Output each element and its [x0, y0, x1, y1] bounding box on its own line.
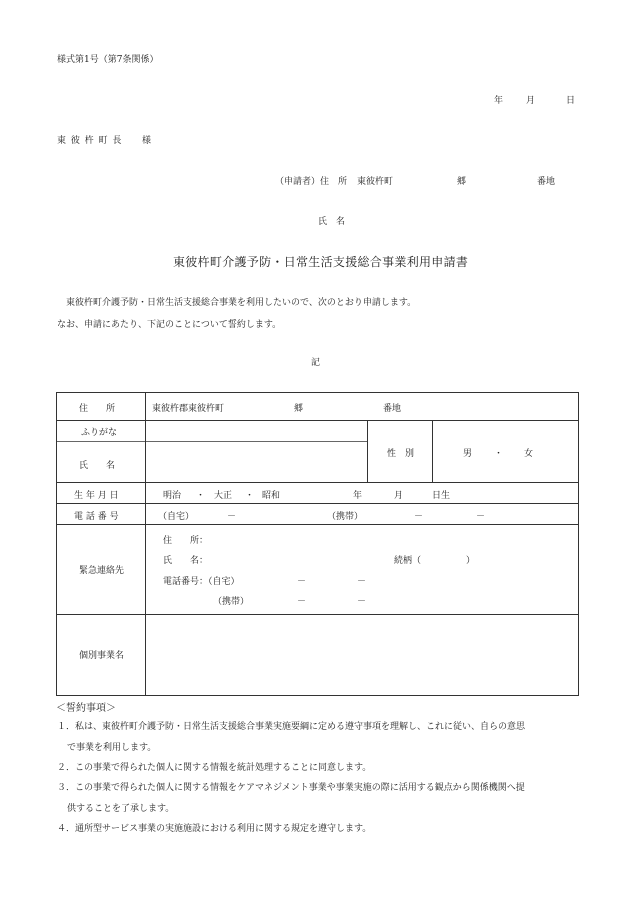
gender-label: 性 別	[387, 449, 415, 459]
table-line	[367, 420, 368, 483]
date-year: 年	[494, 96, 504, 106]
emergency-name-label: 氏 名：	[163, 556, 209, 566]
phone-home: （自宅）	[158, 512, 195, 522]
emergency-relation: 続柄（ ）	[394, 556, 476, 566]
gender-female: 女	[524, 449, 534, 459]
business-label: 個別事業名	[79, 651, 125, 661]
pledge-item-4: ４．通所型サービス事業の実施施設における利用に関する規定を遵守します。	[57, 824, 372, 834]
applicant-go: 郷	[457, 177, 467, 187]
intro-line-2: なお、申請にあたり、下記のことについて誓約します。	[57, 320, 282, 330]
phone-dash-3: －	[476, 512, 486, 522]
table-line	[56, 695, 579, 696]
pledge-item-2: ２．この事業で得られた個人に関する情報を統計処理することに同意します。	[57, 763, 372, 773]
emergency-dash-2: －	[357, 577, 367, 587]
applicant-town: 東彼杵町	[357, 177, 394, 187]
intro-line-1: 東彼杵町介護予防・日常生活支援総合事業を利用したいので、次のとおり申請します。	[66, 298, 417, 308]
birth-year: 年	[353, 491, 363, 501]
table-line	[145, 392, 146, 696]
table-line	[56, 392, 57, 696]
emergency-dash-4: －	[357, 597, 367, 607]
era-showa: 昭和	[262, 491, 281, 501]
address-label: 住 所	[79, 404, 116, 414]
address-go: 郷	[294, 404, 304, 414]
emergency-dash-3: －	[297, 597, 307, 607]
table-line	[432, 420, 433, 483]
phone-mobile: （携帯）	[327, 512, 364, 522]
form-number: 様式第1号（第7条関係）	[57, 55, 159, 65]
date-month: 月	[526, 96, 536, 106]
address-value: 東彼杵郡東彼杵町	[152, 404, 225, 414]
table-line	[56, 503, 579, 504]
era-meiji: 明治	[163, 491, 182, 501]
table-line	[56, 420, 579, 421]
pledge-item-3a: ３．この事業で得られた個人に関する情報をケアマネジメント事業や事業実施の際に活用する観点から関係機関へ提	[57, 783, 525, 793]
applicant-banchi: 番地	[537, 177, 556, 187]
pledge-item-1a: １．私は、東彼杵町介護予防・日常生活支援総合事業実施要綱に定める遵守事項を理解し、これに従い、自らの意思	[57, 722, 526, 732]
table-line	[56, 482, 579, 483]
applicant-address-label: （申請者）住 所	[275, 177, 348, 187]
pledge-heading: ＜誓約事項＞	[56, 703, 116, 714]
table-line	[56, 392, 579, 393]
furigana-label: ふりがな	[81, 428, 118, 438]
emergency-phone-home: 電話番号：（自宅）	[163, 577, 240, 587]
gender-male: 男	[463, 449, 473, 459]
applicant-name-label: 氏 名	[318, 217, 346, 227]
address-banchi: 番地	[383, 404, 402, 414]
phone-dash-1: －	[227, 512, 237, 522]
emergency-address-label: 住 所：	[163, 536, 209, 546]
emergency-dash-1: －	[297, 577, 307, 587]
page-title: 東彼杵町介護予防・日常生活支援総合事業利用申請書	[173, 255, 469, 269]
emergency-phone-mobile: （携帯）	[213, 597, 250, 607]
birth-day: 日生	[432, 491, 451, 501]
era-separator-1: ・	[196, 491, 206, 501]
table-line	[56, 441, 368, 442]
pledge-item-3b: 供することを了承します。	[67, 804, 175, 814]
name-label: 氏 名	[79, 461, 116, 471]
date-day: 日	[566, 96, 576, 106]
birth-month: 月	[394, 491, 404, 501]
table-line	[578, 392, 579, 696]
phone-dash-2: －	[414, 512, 424, 522]
table-line	[56, 614, 579, 615]
gender-separator: ・	[494, 449, 504, 459]
addressee-honorific: 様	[142, 136, 152, 146]
era-taisho: 大正	[214, 491, 233, 501]
birth-label: 生 年 月 日	[74, 491, 119, 501]
phone-label: 電 話 番 号	[74, 512, 119, 522]
addressee: 東 彼 杵 町 長	[57, 136, 123, 146]
emergency-label: 緊急連絡先	[79, 566, 125, 576]
table-line	[56, 524, 579, 525]
ki-mark: 記	[311, 358, 321, 368]
era-separator-2: ・	[245, 491, 255, 501]
pledge-item-1b: で事業を利用します。	[67, 743, 157, 753]
